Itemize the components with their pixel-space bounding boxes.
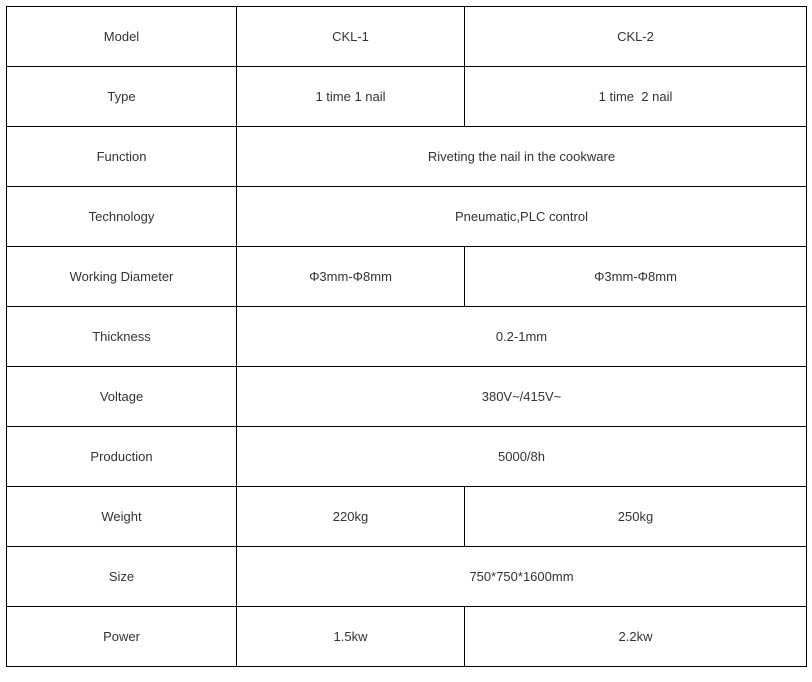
value-shared: 5000/8h xyxy=(237,427,807,487)
row-label: Weight xyxy=(7,487,237,547)
row-model xyxy=(7,7,807,67)
row-technology xyxy=(7,187,807,247)
value-shared: Riveting the nail in the cookware xyxy=(237,127,807,187)
row-type xyxy=(7,67,807,127)
row-label: Thickness xyxy=(7,307,237,367)
row-label: Power xyxy=(7,607,237,667)
value-ckl-1: 1.5kw xyxy=(237,607,465,667)
row-label: Voltage xyxy=(7,367,237,427)
row-voltage xyxy=(7,367,807,427)
value-ckl-1: CKL-1 xyxy=(237,7,465,67)
value-ckl-2: Φ3mm-Φ8mm xyxy=(465,247,807,307)
row-weight xyxy=(7,487,807,547)
row-label: Type xyxy=(7,67,237,127)
value-ckl-2: 2.2kw xyxy=(465,607,807,667)
row-power xyxy=(7,607,807,667)
value-ckl-1: 1 time 1 nail xyxy=(237,67,465,127)
row-label: Technology xyxy=(7,187,237,247)
row-label: Model xyxy=(7,7,237,67)
value-shared: 750*750*1600mm xyxy=(237,547,807,607)
value-ckl-2: CKL-2 xyxy=(465,7,807,67)
spec-table xyxy=(6,6,807,667)
value-shared: 0.2-1mm xyxy=(237,307,807,367)
row-thickness xyxy=(7,307,807,367)
value-shared: 380V~/415V~ xyxy=(237,367,807,427)
value-ckl-1: Φ3mm-Φ8mm xyxy=(237,247,465,307)
row-label: Production xyxy=(7,427,237,487)
value-ckl-2: 1 time 2 nail xyxy=(465,67,807,127)
value-ckl-1: 220kg xyxy=(237,487,465,547)
value-ckl-2: 250kg xyxy=(465,487,807,547)
row-working-diameter xyxy=(7,247,807,307)
row-label: Working Diameter xyxy=(7,247,237,307)
row-label: Size xyxy=(7,547,237,607)
row-label: Function xyxy=(7,127,237,187)
value-shared: Pneumatic,PLC control xyxy=(237,187,807,247)
row-size xyxy=(7,547,807,607)
row-production xyxy=(7,427,807,487)
row-function xyxy=(7,127,807,187)
